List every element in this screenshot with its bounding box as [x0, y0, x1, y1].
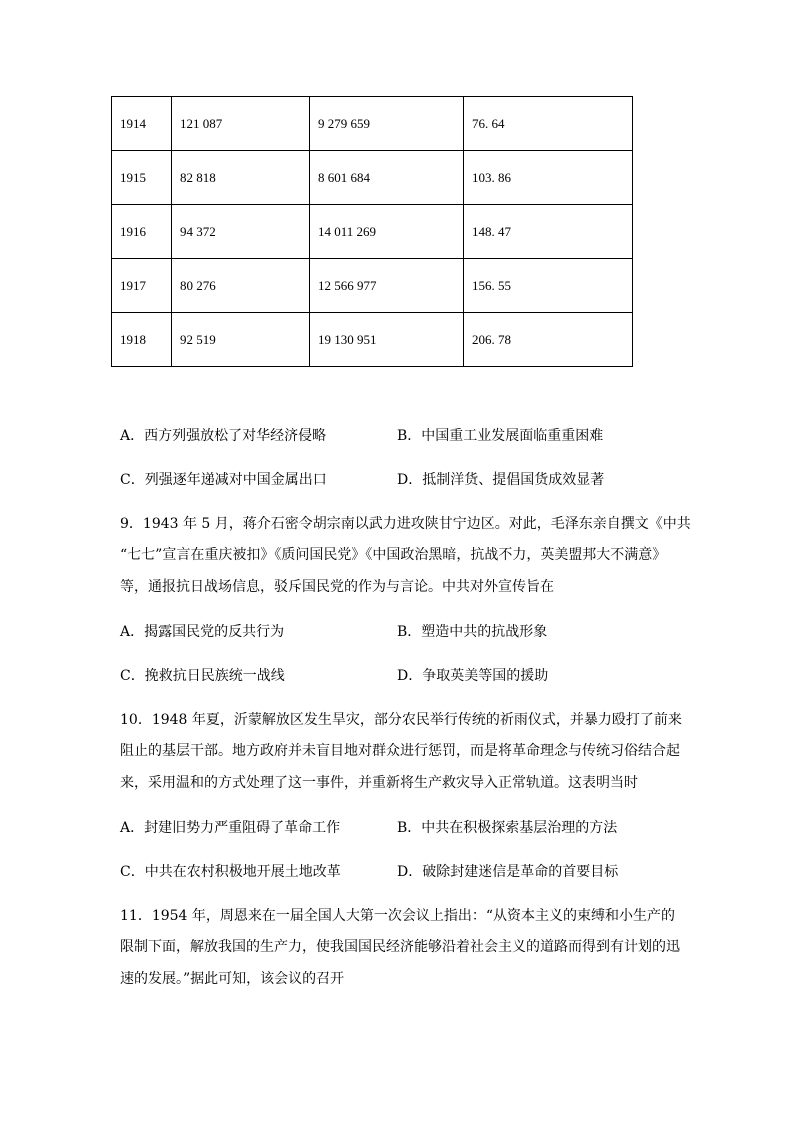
q8-option-d: D．抵制洋货、提倡国货成效显著 — [397, 472, 605, 488]
q9-option-b: B．塑造中共的抗战形象 — [397, 624, 548, 640]
q10-option-c: C．中共在农村积极地开展土地改革 — [120, 864, 341, 880]
table-cell: 80 276 — [172, 259, 310, 313]
table-cell: 92 519 — [172, 313, 310, 367]
q8-option-a: A．西方列强放松了对华经济侵略 — [120, 428, 327, 444]
table-cell: 94 372 — [172, 205, 310, 259]
table-row — [112, 205, 633, 259]
q10-option-b: B．中共在积极探索基层治理的方法 — [397, 820, 618, 836]
q11-stem-line-1: 11．1954 年，周恩来在一届全国人大第一次会议上指出：“从资本主义的束缚和小生产的 — [120, 908, 676, 924]
q9-stem-line-3: 等，通报抗日战场信息，驳斥国民党的作为与言论。中共对外宣传旨在 — [120, 579, 554, 595]
q10-option-a: A．封建旧势力严重阻碍了革命工作 — [120, 820, 341, 836]
table-row — [112, 313, 633, 367]
table-cell: 1916 — [112, 205, 172, 259]
q10-stem-line-1: 10．1948 年夏，沂蒙解放区发生旱灾，部分农民举行传统的祈雨仪式，并暴力殴打了前来 — [120, 712, 682, 728]
table-cell: 76. 64 — [464, 97, 633, 151]
q9-option-d: D．争取英美等国的援助 — [397, 668, 549, 684]
table-cell: 1914 — [112, 97, 172, 151]
q11-stem-line-3: 速的发展。”据此可知，该会议的召开 — [120, 971, 345, 987]
table-cell: 9 279 659 — [310, 97, 464, 151]
table-cell: 1917 — [112, 259, 172, 313]
table-row — [112, 259, 633, 313]
table-row — [112, 151, 633, 205]
data-table — [111, 96, 633, 367]
table-cell: 156. 55 — [464, 259, 633, 313]
q8-option-b: B．中国重工业发展面临重重困难 — [397, 428, 604, 444]
q8-option-c: C．列强逐年递减对中国金属出口 — [120, 472, 327, 488]
q10-stem-line-2: 阻止的基层干部。地方政府并未盲目地对群众进行惩罚，而是将革命理念与传统习俗结合起 — [120, 743, 680, 759]
table-cell: 82 818 — [172, 151, 310, 205]
table-cell: 19 130 951 — [310, 313, 464, 367]
q9-option-a: A．揭露国民党的反共行为 — [120, 624, 285, 640]
table-cell: 206. 78 — [464, 313, 633, 367]
table-cell: 1918 — [112, 313, 172, 367]
table-cell: 8 601 684 — [310, 151, 464, 205]
table-cell: 103. 86 — [464, 151, 633, 205]
table-cell: 1915 — [112, 151, 172, 205]
q11-stem-line-2: 限制下面，解放我国的生产力，使我国国民经济能够沿着社会主义的道路而得到有计划的迅 — [120, 939, 680, 955]
table-cell: 14 011 269 — [310, 205, 464, 259]
table-row — [112, 97, 633, 151]
q9-stem-line-1: 9．1943 年 5 月，蒋介石密令胡宗南以武力进攻陕甘宁边区。对此，毛泽东亲自撰文《中共 — [120, 516, 691, 532]
q10-stem-line-3: 来，采用温和的方式处理了这一事件，并重新将生产救灾导入正常轨道。这表明当时 — [120, 775, 638, 791]
q10-option-d: D．破除封建迷信是革命的首要目标 — [397, 864, 619, 880]
q9-stem-line-2: “七七”宣言在重庆被扣》《质问国民党》《中国政治黑暗，抗战不力，英美盟邦大不满意》 — [120, 547, 667, 563]
table-cell: 12 566 977 — [310, 259, 464, 313]
q9-option-c: C．挽救抗日民族统一战线 — [120, 668, 285, 684]
table-cell: 121 087 — [172, 97, 310, 151]
table-cell: 148. 47 — [464, 205, 633, 259]
